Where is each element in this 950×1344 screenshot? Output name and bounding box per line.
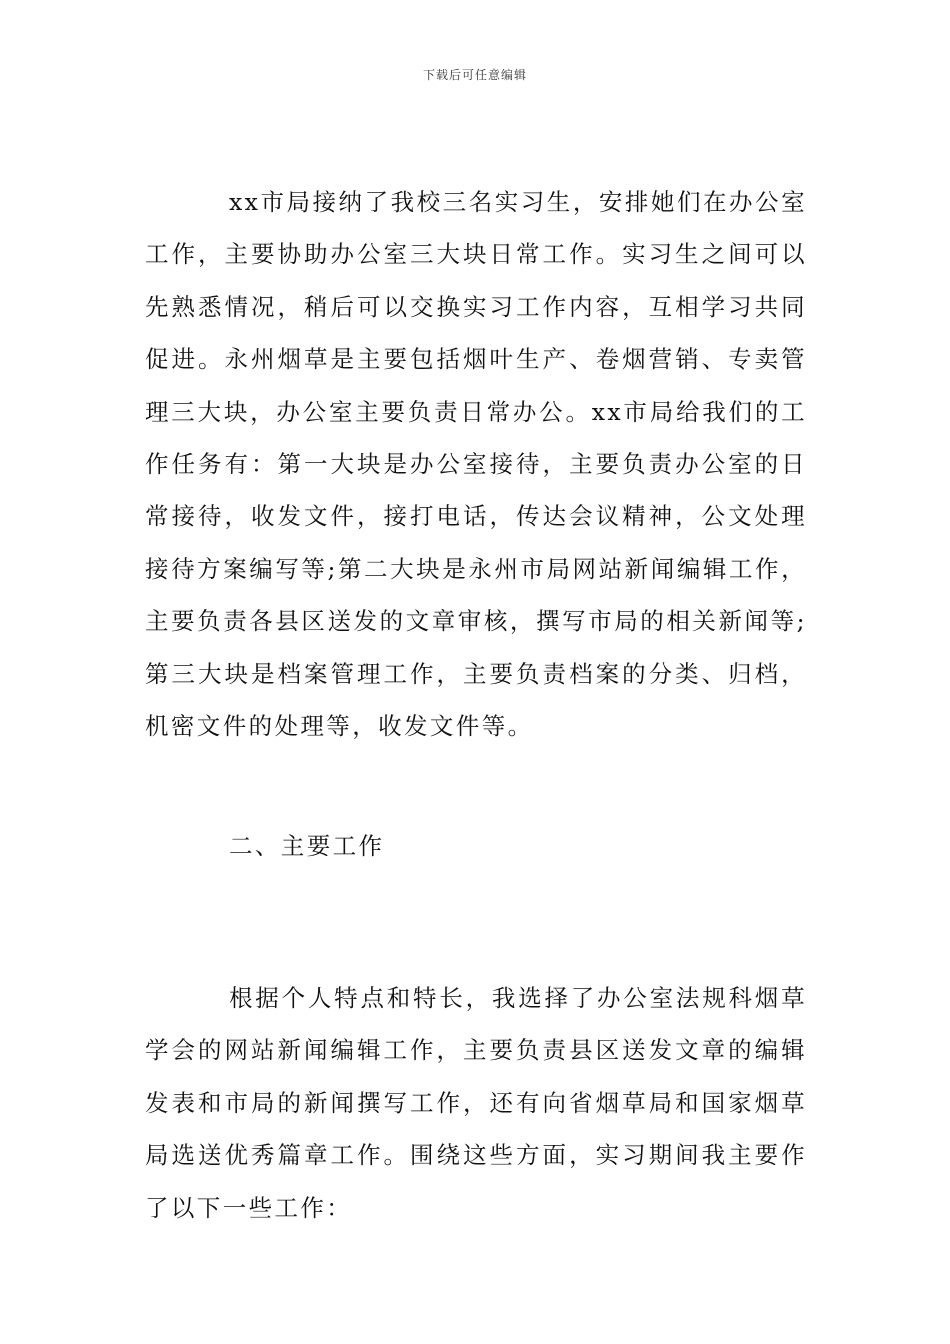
paragraph-main-work: 根据个人特点和特长，我选择了办公室法规科烟草学会的网站新闻编辑工作，主要负责县区送发文章的编辑发表和市局的新闻撰写工作，还有向省烟草局和国家烟草局选送优秀篇章工作。围绕这些方面，实习期间我主要作了以下一些工作： — [145, 984, 807, 1222]
section-heading: 二、主要工作 — [229, 832, 385, 860]
document-body-bottom — [145, 972, 807, 1234]
document-body-top — [145, 176, 807, 752]
paragraph-intro: xx市局接纳了我校三名实习生，安排她们在办公室工作，主要协助办公室三大块日常工作。实习生之间可以先熟悉情况，稍后可以交换实习工作内容，互相学习共同促进。永州烟草是主要包括烟叶生产、卷烟营销、专卖管理三大块，办公室主要负责日常办公。xx市局给我们的工作任务有：第一大块是办公室接待，主要负责办公室的日常接待，收发文件，接打电话，传达会议精神，公文处理接待方案编写等;第二大块是永州市局网站新闻编辑工作，主要负责各县区送发的文章审核，撰写市局的相关新闻等;第三大块是档案管理工作，主要负责档案的分类、归档，机密文件的处理等，收发文件等。 — [145, 188, 807, 741]
page-header: 下载后可任意编辑 — [422, 68, 527, 82]
